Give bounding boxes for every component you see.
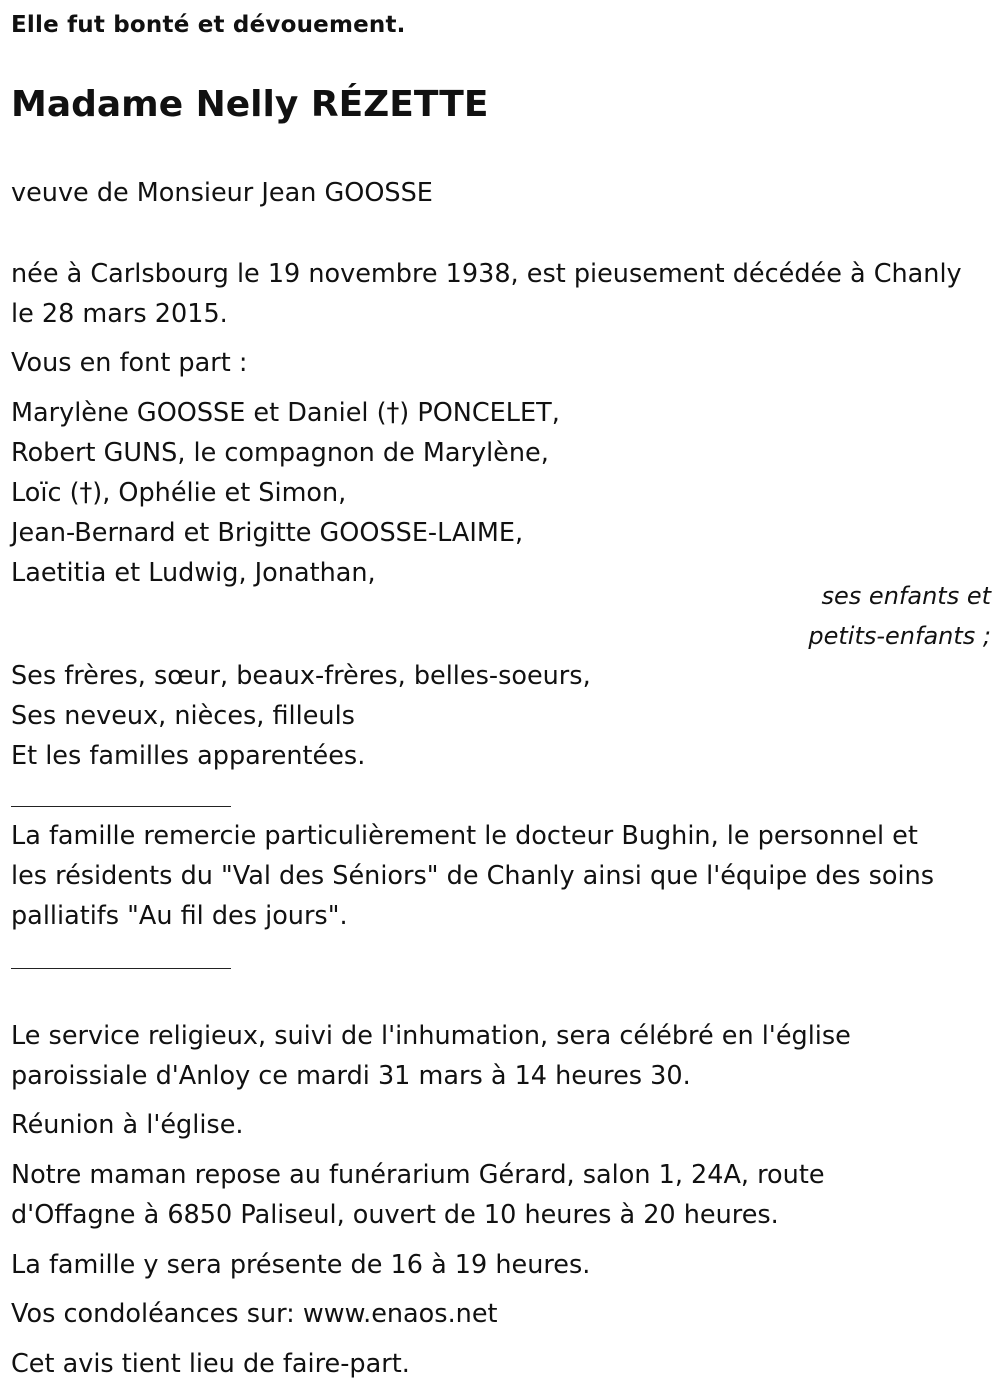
service-line-1: Le service religieux, suivi de l'inhumation, sera célébré en l'église (11, 1021, 851, 1051)
epigraph: Elle fut bonté et dévouement. (11, 12, 406, 38)
children-line-4: Jean-Bernard et Brigitte GOOSSE-LAIME, (11, 518, 524, 548)
presence-line: La famille y sera présente de 16 à 19 heures. (11, 1250, 591, 1280)
notice-line: Cet avis tient lieu de faire-part. (11, 1349, 410, 1379)
children-line-1: Marylène GOOSSE et Daniel (†) PONCELET, (11, 398, 560, 428)
relatives-line-2: Ses neveux, nièces, filleuls (11, 701, 355, 731)
children-line-2: Robert GUNS, le compagnon de Marylène, (11, 438, 549, 468)
children-label-line-2: petits-enfants ; (808, 622, 991, 650)
funerarium-line-1: Notre maman repose au funérarium Gérard, salon 1, 24A, route (11, 1160, 825, 1190)
children-line-3: Loïc (†), Ophélie et Simon, (11, 478, 347, 508)
relatives-line-3: Et les familles apparentées. (11, 741, 366, 771)
relatives-line-1: Ses frères, sœur, beaux-frères, belles-soeurs, (11, 661, 591, 691)
thanks-line-3: palliatifs "Au fil des jours". (11, 901, 348, 931)
thanks-line-2: les résidents du "Val des Séniors" de Chanly ainsi que l'équipe des soins (11, 861, 935, 891)
announce-line: Vous en font part : (11, 348, 248, 378)
funerarium-line-2: d'Offagne à 6850 Paliseul, ouvert de 10 heures à 20 heures. (11, 1200, 779, 1230)
divider-2 (11, 968, 231, 969)
deceased-name: Madame Nelly RÉZETTE (11, 84, 489, 125)
thanks-line-1: La famille remercie particulièrement le docteur Bughin, le personnel et (11, 821, 918, 851)
widow-of-line: veuve de Monsieur Jean GOOSSE (11, 178, 433, 208)
divider-1 (11, 806, 231, 807)
condolences-line: Vos condoléances sur: www.enaos.net (11, 1299, 498, 1329)
service-line-2: paroissiale d'Anloy ce mardi 31 mars à 14 heures 30. (11, 1061, 691, 1091)
children-label-line-1: ses enfants et (821, 582, 991, 610)
meeting-line: Réunion à l'église. (11, 1110, 244, 1140)
birth-death-line-2: le 28 mars 2015. (11, 299, 228, 329)
birth-death-line-1: née à Carlsbourg le 19 novembre 1938, est pieusement décédée à Chanly (11, 259, 962, 289)
children-line-5: Laetitia et Ludwig, Jonathan, (11, 558, 376, 588)
